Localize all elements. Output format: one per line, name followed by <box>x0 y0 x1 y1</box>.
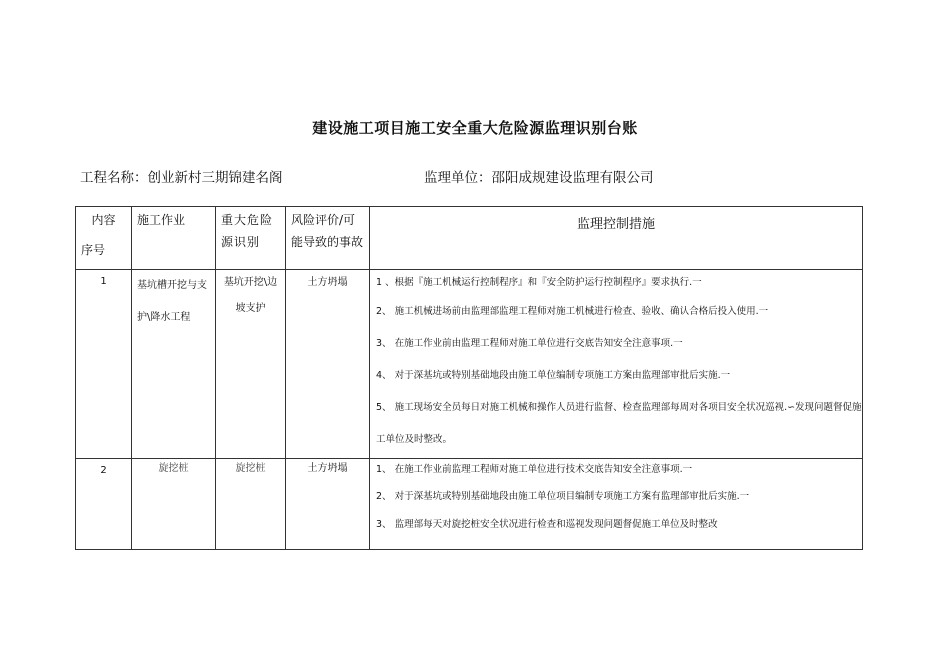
measure-item: 2、 施工机械进场前由监理部监理工程师对施工机械进行检查、验收、确认合格后投入使用.一 <box>376 306 769 317</box>
row-hazard: 旋挖桩 <box>216 459 286 550</box>
measure-item: 4、 对于深基坑或特别基础地段由施工单位编制专项施工方案由监理部审批后实施.一 <box>376 370 731 381</box>
project-name: 工程名称：创业新村三期锦建名阁 <box>80 170 283 186</box>
header-row <box>76 207 863 270</box>
hazard-ledger-table <box>75 206 863 550</box>
header-content-seq <box>76 207 132 270</box>
header-seq: 序号 <box>81 243 106 257</box>
measure-item: 5、 施工现场安全员每日对施工机械和操作人员进行监督、检查监理部每周对各项目安全状况巡视.∽发现问题督促施工单位及时整改。 <box>376 402 862 445</box>
measure-item: 2、 对于深基坑或特别基础地段由施工单位项目编制专项施工方案有监理部审批后实施.一 <box>376 491 750 502</box>
row-risk: 土方坍塌 <box>286 459 370 550</box>
measure-item: 3、 监理部每天对旋挖桩安全状况进行检查和巡视发现问题督促施工单位及时整改 <box>376 519 718 530</box>
header-operation: 施工作业 <box>132 207 216 270</box>
measure-item: 3、 在施工作业前由监理工程师对施工单位进行交底告知安全注意事项.一 <box>376 338 683 349</box>
header-measures: 监理控制措施 <box>370 207 863 270</box>
table-row <box>76 459 863 550</box>
row-risk: 土方坍塌 <box>286 270 370 459</box>
row-operation: 旋挖桩 <box>132 459 216 550</box>
row-measures <box>370 459 863 550</box>
supervision-unit: 监理单位：邵阳成规建设监理有限公司 <box>424 170 654 186</box>
header-hazard: 重大危险源识别 <box>216 207 286 270</box>
measure-item: 1 、根据『施工机械运行控制程序』和『安全防护运行控制程序』要求执行.一 <box>376 277 702 288</box>
document-title: 建设施工项目施工安全重大危险源监理识别台账 <box>312 119 638 137</box>
header-content: 内容 <box>91 213 116 227</box>
header-risk: 风险评价/可能导致的事故 <box>286 207 370 270</box>
table-row <box>76 270 863 459</box>
row-measures <box>370 270 863 459</box>
row-seq: 2 <box>76 459 132 550</box>
row-seq: 1 <box>76 270 132 459</box>
row-operation: 基坑槽开挖与支护\降水工程 <box>132 270 216 459</box>
row-hazard: 基坑开挖\边坡支护 <box>216 270 286 459</box>
measure-item: 1、 在施工作业前监理工程师对施工单位进行技术交底告知安全注意事项.一 <box>376 464 693 475</box>
